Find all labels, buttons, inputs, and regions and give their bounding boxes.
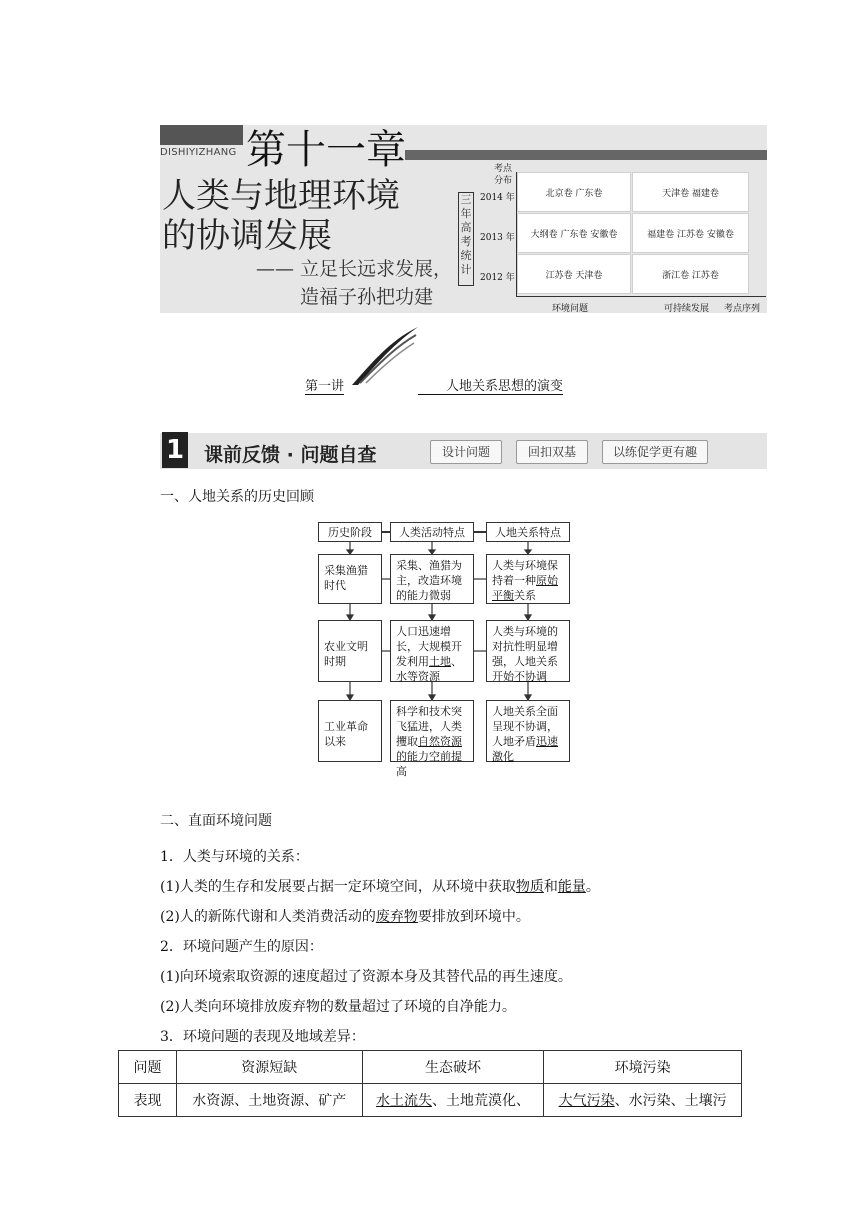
stats-cell-env-2014: 北京卷 广东卷 xyxy=(517,172,631,212)
lecture-title: 人地关系思想的演变 xyxy=(418,375,563,395)
flow-activity-1: 采集、渔猎为主，改造环境的能力微弱 xyxy=(390,554,474,604)
year-label-2014: 2014 年 xyxy=(480,193,515,203)
table-cell-pollution-text: 、水污染、土壤污 xyxy=(614,1093,727,1109)
flow-header-relation: 人地关系特点 xyxy=(486,522,570,542)
flow-relation-1-text: 人类与环境保持着一种 xyxy=(492,559,558,587)
review-basics-button[interactable]: 回扣双基 xyxy=(516,440,588,464)
table-header-ecology: 生态破坏 xyxy=(362,1051,544,1084)
item2-heading: 2．环境问题产生的原因： xyxy=(160,939,323,955)
flow-activity-2-keyword: 土地 xyxy=(429,655,451,668)
chapter-number: 第十一章 xyxy=(246,127,406,173)
item1-1-keyword-energy: 能量 xyxy=(557,879,586,895)
table-row xyxy=(119,1084,742,1117)
section-banner-title: 课前反馈 · 问题自查 xyxy=(204,444,377,466)
item1-2-keyword: 废弃物 xyxy=(375,909,418,925)
flow-header-stage: 历史阶段 xyxy=(318,522,382,542)
year-label-2013: 2013 年 xyxy=(480,233,515,243)
section2-heading: 二、直面环境问题 xyxy=(160,813,272,829)
table-cell-shortage: 水资源、土地资源、矿产 xyxy=(176,1084,362,1117)
flow-relation-1-suffix: 关系 xyxy=(514,589,536,602)
lecture-prefix: 第一讲 xyxy=(305,375,344,395)
swoosh-decoration xyxy=(350,325,420,387)
stats-corner-label-top: 考点 xyxy=(494,164,513,174)
flow-connector xyxy=(474,531,486,533)
table-cell-ecology-keyword: 水土流失 xyxy=(375,1093,432,1109)
chapter-title-line1: 人类与地理环境 xyxy=(162,176,400,216)
flow-activity-3-suffix: 的能力空前提高 xyxy=(396,750,462,778)
flow-relation-3-keyword: 迅速激化 xyxy=(492,735,558,763)
item2-1: (1)向环境索取资源的速度超过了资源本身及其替代品的再生速度。 xyxy=(160,969,572,985)
section-banner-number: 1 xyxy=(162,432,188,468)
stats-axis-vertical xyxy=(516,172,517,296)
table-cell-ecology xyxy=(362,1084,544,1117)
flow-relation-2-keyword: 不协调 xyxy=(514,670,547,683)
stats-cell-sus-2013: 福建卷 江苏卷 安徽卷 xyxy=(632,213,749,253)
table-row xyxy=(119,1051,742,1084)
stats-corner-label-bottom: 分布 xyxy=(494,176,513,186)
flow-relation-3 xyxy=(486,700,570,762)
chapter-header-bar xyxy=(160,125,243,145)
design-question-button[interactable]: 设计问题 xyxy=(430,440,502,464)
item3-heading: 3．环境问题的表现及地域差异： xyxy=(160,1029,365,1045)
flow-relation-3-text: 人地关系全面呈现不协调，人地矛盾 xyxy=(492,705,558,748)
item1-1 xyxy=(160,876,600,896)
practice-button[interactable]: 以练促学更有趣 xyxy=(602,440,708,464)
stats-xlabel-seq: 考点序列 xyxy=(724,304,761,314)
stats-cell-sus-2014: 天津卷 福建卷 xyxy=(632,172,749,212)
flow-activity-3-keyword: 自然资源 xyxy=(418,735,462,748)
item1-1-conj: 和 xyxy=(543,879,558,895)
table-row-label: 表现 xyxy=(119,1084,177,1117)
stats-corner-label xyxy=(494,163,512,187)
chapter-title-line2: 的协调发展 xyxy=(162,216,332,256)
stats-cell-env-2012: 江苏卷 天津卷 xyxy=(517,254,631,294)
section1-heading: 一、人地关系的历史回顾 xyxy=(160,489,314,505)
item1-2 xyxy=(160,906,530,926)
year-label-2012: 2012 年 xyxy=(480,273,515,283)
chapter-subtitle-line1: —— 立足长远求发展， xyxy=(256,258,453,280)
flow-relation-2-text: 人类与环境的对抗性明显增强，人地关系开始 xyxy=(492,625,558,683)
chapter-pinyin: DISHIYIZHANG xyxy=(160,147,237,158)
flow-stage-3: 工业革命以来 xyxy=(318,700,382,762)
table-header-shortage: 资源短缺 xyxy=(176,1051,362,1084)
flow-activity-2-text: 人口迅速增长，大规模开发利用 xyxy=(396,625,462,668)
item2-2: (2)人类向环境排放废弃物的数量超过了环境的自净能力。 xyxy=(160,999,516,1015)
flow-stage-2: 农业文明时期 xyxy=(318,620,382,682)
table-header-pollution: 环境污染 xyxy=(544,1051,742,1084)
flow-arrows xyxy=(318,542,578,702)
three-year-stats-stamp: 三年高考统计 xyxy=(458,192,474,286)
item1-1-text: (1)人类的生存和发展要占据一定环境空间，从环境中获取 xyxy=(160,879,516,895)
stats-cell-env-2013: 大纲卷 广东卷 安徽卷 xyxy=(517,213,631,253)
item1-2-text: (2)人的新陈代谢和人类消费活动的 xyxy=(160,909,376,925)
flow-relation-1-keyword: 原始平衡 xyxy=(492,574,558,602)
table-cell-ecology-text: 、土地荒漠化、 xyxy=(431,1093,530,1109)
chapter-subtitle-line2: 造福子孙把功建 xyxy=(300,286,434,308)
item1-2-end: 要排放到环境中。 xyxy=(417,909,530,925)
item1-1-end: 。 xyxy=(585,879,600,895)
stats-xlabel-env: 环境问题 xyxy=(552,304,589,314)
stats-xlabel-sus: 可持续发展 xyxy=(664,304,710,314)
item1-1-keyword-matter: 物质 xyxy=(515,879,544,895)
stats-grid xyxy=(517,172,765,296)
flow-connector xyxy=(382,531,390,533)
env-problems-table xyxy=(118,1050,742,1117)
item1-heading: 1．人类与环境的关系： xyxy=(160,849,309,865)
flow-activity-3 xyxy=(390,700,474,778)
flow-activity-2-suffix: 、水等资源 xyxy=(396,655,462,683)
table-cell-pollution xyxy=(544,1084,742,1117)
table-header-problem: 问题 xyxy=(119,1051,177,1084)
flow-activity-3-text: 科学和技术突飞猛进，人类攫取 xyxy=(396,705,462,748)
table-cell-pollution-keyword: 大气污染 xyxy=(558,1093,615,1109)
stats-axis-horizontal xyxy=(516,296,766,297)
flow-stage-1: 采集渔猎时代 xyxy=(318,554,382,604)
chapter-header-bar-right xyxy=(405,150,767,160)
stats-cell-sus-2012: 浙江卷 江苏卷 xyxy=(632,254,749,294)
flow-header-activity: 人类活动特点 xyxy=(390,522,474,542)
